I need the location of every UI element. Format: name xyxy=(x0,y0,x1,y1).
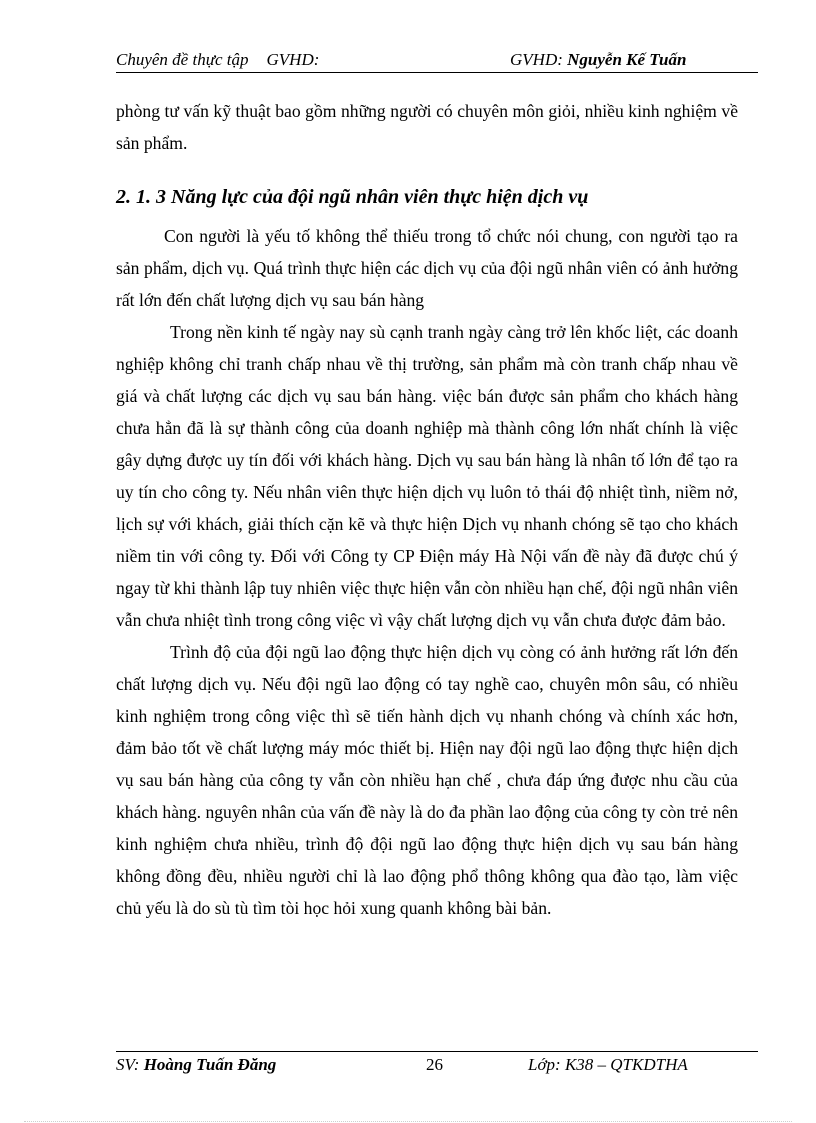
intro-paragraph: phòng tư vấn kỹ thuật bao gồm những người có chuyên môn giỏi, nhiều kinh nghiệm về sản phẩm. xyxy=(116,101,738,153)
header-right xyxy=(510,50,686,70)
header-supervisor-name: Nguyễn Kế Tuấn xyxy=(567,50,687,69)
body-paragraph-3: Trình độ của đội ngũ lao động thực hiện dịch vụ còng có ảnh hưởng rất lớn đến chất lượng dịch vụ. Nếu đội ngũ lao động có tay nghề cao, chuyên môn sâu, có nhiều kinh nghiệm trong công việc thì sẽ tiến hành dịch vụ nhanh chóng và chính xác hơn, đảm bảo tốt về chất lượng máy móc thiết bị. Hiện nay đội ngũ lao động thực hiện dịch vụ sau bán hàng của công ty vẫn còn nhiều hạn chế , chưa đáp ứng được nhu cầu của khách hàng. nguyên nhân của vấn đề này là do đa phần lao động của công ty còn trẻ nên kinh nghiệm chưa nhiều, trình độ đội ngũ lao động thực hiện dịch vụ sau bán hàng không đồng đều, nhiều người chỉ là lao động phổ thông không qua đào tạo, làm việc chủ yếu là do sù tù tìm tòi học hỏi xung quanh không bài bản. xyxy=(116,642,738,918)
section-body xyxy=(116,220,738,924)
footer-student-name: Hoàng Tuấn Đăng xyxy=(143,1055,277,1074)
header-supervisor-label: GVHD: xyxy=(510,50,568,69)
intro-block xyxy=(116,95,738,159)
footer-student-label: SV: xyxy=(116,1055,144,1074)
footer-student xyxy=(116,1055,276,1075)
body-paragraph-2: Trong nền kinh tế ngày nay sù cạnh tranh ngày càng trở lên khốc liệt, các doanh nghiệp không chỉ tranh chấp nhau về thị trường, sản phẩm mà còn tranh chấp nhau về giá và chất lượng các dịch vụ sau bán hàng. việc bán được sản phẩm cho khách hàng chưa hẳn đã là sự thành công của doanh nghiệp mà thành công lớn nhất chính là việc gây dựng được uy tín đối với khách hàng. Dịch vụ sau bán hàng là nhân tố lớn để tạo ra uy tín cho công ty. Nếu nhân viên thực hiện dịch vụ luôn tỏ thái độ nhiệt tình, niềm nở, lịch sự với khách, giải thích cặn kẽ và thực hiện Dịch vụ nhanh chóng sẽ tạo cho khách niềm tin với công ty. Đối với Công ty CP Điện máy Hà Nội vấn đề này đã được chú ý ngay từ khi thành lập tuy nhiên việc thực hiện vẫn còn nhiều hạn chế, đội ngũ nhân viên vẫn chưa nhiệt tình trong công việc vì vậy chất lượng dịch vụ vẫn chưa được đảm bảo. xyxy=(116,322,738,630)
header-gvhd-label: GVHD: xyxy=(266,50,320,69)
footer-rule xyxy=(116,1051,758,1052)
page-bottom-dotted-border xyxy=(24,1121,792,1122)
section-heading: 2. 1. 3 Năng lực của đội ngũ nhân viên thực hiện dịch vụ xyxy=(116,186,589,208)
page-footer xyxy=(116,1055,758,1079)
header-left xyxy=(116,50,319,70)
footer-class: Lớp: K38 – QTKDTHA xyxy=(528,1055,688,1074)
page-header xyxy=(116,50,758,73)
page-number: 26 xyxy=(426,1055,443,1074)
header-course-title: Chuyên đề thực tập xyxy=(116,50,249,69)
body-paragraph-1: Con người là yếu tố không thể thiếu trong tổ chức nói chung, con người tạo ra sản phẩm, dịch vụ. Quá trình thực hiện các dịch vụ của đội ngũ nhân viên có ảnh hưởng rất lớn đến chất lượng dịch vụ sau bán hàng xyxy=(116,226,738,310)
